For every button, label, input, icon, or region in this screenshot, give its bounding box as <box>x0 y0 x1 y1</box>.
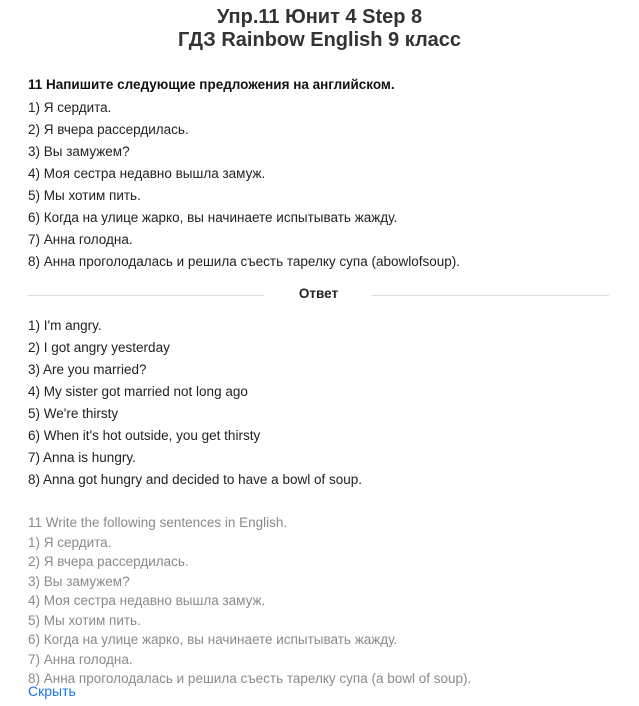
page-title-line-2: ГДЗ Rainbow English 9 класс <box>177 29 462 51</box>
translation-item: 7) Анна голодна. <box>28 651 133 667</box>
translation-block <box>28 513 471 689</box>
answer-item: 6) When it's hot outside, you get thirsty <box>28 428 261 443</box>
answer-item: 8) Anna got hungry and decided to have a bowl of soup. <box>28 472 362 487</box>
answer-label: Ответ <box>298 286 339 301</box>
translation-item: 1) Я сердита. <box>28 534 112 550</box>
task-item: 4) Моя сестра недавно вышла замуж. <box>28 166 266 181</box>
task-item: 2) Я вчера рассердилась. <box>28 122 189 137</box>
translation-item: 8) Анна проголодалась и решила съесть тарелку супа (a bowl of soup). <box>28 671 472 686</box>
hide-translation-link[interactable]: Скрыть <box>28 683 76 699</box>
answer-item: 5) We're thirsty <box>28 406 119 421</box>
page-title <box>0 0 639 52</box>
answer-item: 7) Anna is hungry. <box>28 450 136 465</box>
translation-list <box>28 533 471 689</box>
answer-item: 1) I'm angry. <box>28 318 102 333</box>
page-title-line-1: Упр.11 Юнит 4 Step 8 <box>216 6 423 28</box>
task-item: 3) Вы замужем? <box>28 144 130 159</box>
task-item: 5) Мы хотим пить. <box>28 188 141 203</box>
translation-heading: 11 Write the following sentences in English. <box>28 515 288 530</box>
task-item: 8) Анна проголодалась и решила съесть тарелку супа (abowlofsoup). <box>28 254 461 269</box>
answer-list <box>28 315 362 491</box>
task-item: 1) Я сердита. <box>28 100 112 115</box>
task-heading: 11 Напишите следующие предложения на английском. <box>28 77 395 92</box>
translation-item: 4) Моя сестра недавно вышла замуж. <box>28 593 266 608</box>
answer-item: 4) My sister got married not long ago <box>28 384 248 399</box>
answer-item: 2) I got angry yesterday <box>28 340 170 355</box>
translation-item: 5) Мы хотим пить. <box>28 612 141 628</box>
task-list <box>28 97 460 273</box>
task-item: 6) Когда на улице жарко, вы начинаете испытывать жажду. <box>28 210 398 225</box>
answer-item: 3) Are you married? <box>28 362 147 377</box>
translation-item: 6) Когда на улице жарко, вы начинаете испытывать жажду. <box>28 632 398 647</box>
answer-divider <box>28 285 609 305</box>
translation-item: 2) Я вчера рассердилась. <box>28 554 189 569</box>
divider-line-right <box>372 295 609 296</box>
translation-item: 3) Вы замужем? <box>28 573 130 589</box>
task-item: 7) Анна голодна. <box>28 232 133 247</box>
